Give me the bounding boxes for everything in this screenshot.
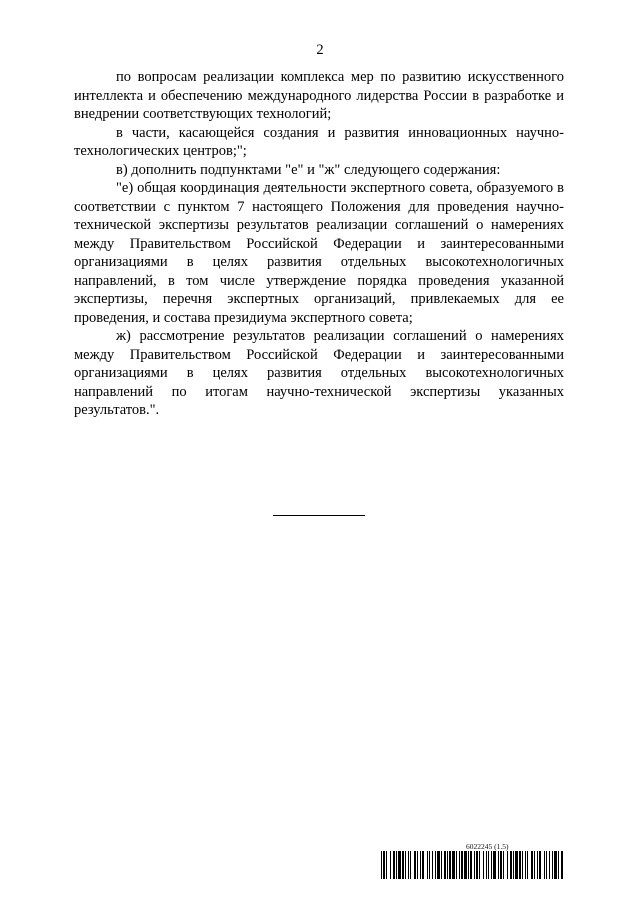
- barcode-icon: [381, 851, 564, 879]
- page-number: 2: [316, 42, 324, 58]
- document-body: [74, 68, 564, 420]
- paragraph-ai-leadership: по вопросам реализации комплекса мер по развитию искусственного интеллекта и обеспечению международного лидерства России в разработке и внедрении соответствующих технологий;: [74, 69, 564, 122]
- paragraph-amendment-intro: в) дополнить подпунктами "е" и "ж" следующего содержания:: [116, 161, 501, 178]
- paragraph-subpoint-zh: ж) рассмотрение результатов реализации соглашений о намерениях между Правительством Российской Федерации и заинтересованными организациями в целях развития отдельных высокотехнологичных направлений по итогам научно-технической экспертизы указанных результатов.".: [74, 328, 564, 418]
- paragraph-subpoint-e: "е) общая координация деятельности экспертного совета, образуемого в соответствии с пунктом 7 настоящего Положения для проведения научно-технической экспертизы результатов реализации соглашений о намерениях между Правительством Российской Федерации и заинтересованными организациями в целях развития отдельных высокотехнологичных направлений, в том числе утверждение порядка проведения указанной экспертизы, перечня экспертных организаций, привлекаемых для ее проведения, и состава президиума экспертного совета;: [74, 180, 564, 326]
- paragraph-innovation-centers: в части, касающейся создания и развития инновационных научно-технологических центров;";: [74, 124, 564, 159]
- document-code: 6022245 (1.5): [466, 842, 509, 851]
- end-separator-line: [273, 515, 365, 516]
